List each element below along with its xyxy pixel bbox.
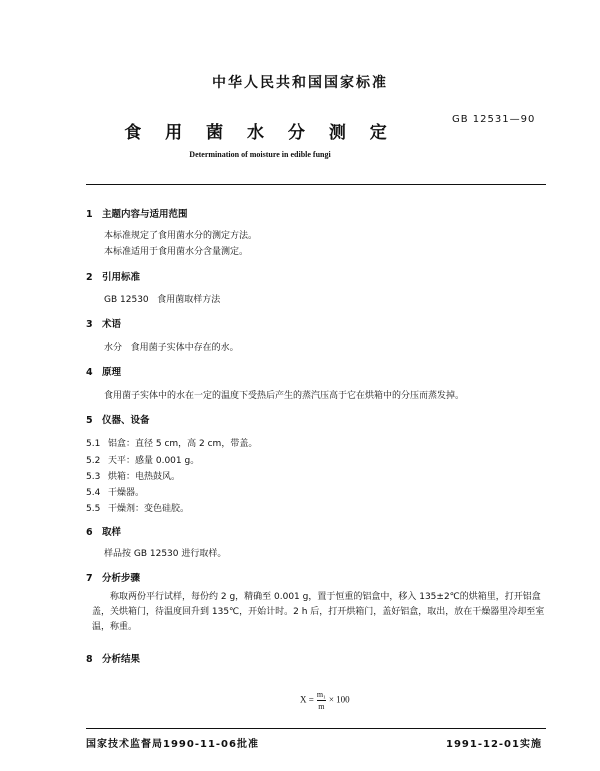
footer-rule [86, 728, 546, 729]
equipment-item-number: 5.1 [86, 439, 101, 449]
section-6-number: 6 [86, 527, 93, 538]
section-8-number: 8 [86, 654, 93, 665]
section-6-heading [86, 524, 121, 538]
document-title: 食 用 菌 水 分 测 定 [124, 123, 396, 143]
equipment-item [86, 469, 180, 482]
section-7-text: 称取两份平行试样，每份约 2 g，精确至 0.001 g，置于恒重的铝盒中，移入 135±2℃的烘箱里，打开铝盒盖，关烘箱门，待温度回升到 135℃，开始计时。2 h 后，打开烘箱门，盖好铝盒，取出，放在干燥器里冷却至室温，称重。 [92, 592, 545, 632]
equipment-item [86, 485, 144, 498]
section-6-text: 样品按 GB 12530 进行取样。 [104, 549, 227, 559]
standard-org-heading: 中华人民共和国国家标准 [212, 75, 388, 91]
section-5-title: 仪器、设备 [102, 415, 150, 426]
moisture-formula [300, 690, 350, 711]
section-1-number: 1 [86, 209, 93, 220]
formula-lhs: X = [300, 694, 314, 705]
section-4-number: 4 [86, 367, 93, 378]
equipment-item-number: 5.3 [86, 472, 101, 482]
section-4-heading [86, 364, 121, 378]
formula-fraction [317, 690, 326, 711]
section-8-title: 分析结果 [102, 654, 141, 665]
equipment-item [86, 501, 189, 514]
section-2-number: 2 [86, 272, 93, 283]
section-7-title: 分析步骤 [102, 573, 141, 584]
formula-numerator: m₁ [316, 690, 326, 699]
section-3-number: 3 [86, 319, 93, 330]
fraction-bar [317, 700, 326, 701]
section-2-title: 引用标准 [102, 272, 141, 283]
section-1-line-1: 本标准规定了食用菌水分的测定方法。 [104, 231, 258, 241]
equipment-item-text: 干燥剂：变色硅胶。 [108, 504, 190, 514]
term: 水分 [104, 343, 123, 353]
formula-denominator: m [318, 702, 325, 711]
section-2-reference [104, 292, 220, 305]
document-subtitle: Determination of moisture in edible fungi [189, 150, 331, 159]
equipment-item-number: 5.2 [86, 456, 101, 466]
section-7-number: 7 [86, 573, 93, 584]
term-definition: 食用菌子实体中存在的水。 [130, 343, 239, 353]
reference-title: 食用菌取样方法 [157, 295, 221, 305]
section-1-heading [86, 206, 188, 220]
standard-number: GB 12531—90 [452, 114, 536, 125]
approval-note: 国家技术监督局1990-11-06批准 [86, 739, 259, 750]
section-3-heading [86, 316, 121, 330]
equipment-item [86, 453, 199, 466]
section-1-line-2: 本标准适用于食用菌水分含量测定。 [104, 247, 249, 257]
equipment-item-number: 5.4 [86, 488, 101, 498]
section-7-heading [86, 570, 140, 584]
section-5-heading [86, 412, 150, 426]
equipment-item-text: 烘箱：电热鼓风。 [108, 472, 181, 482]
equipment-item-number: 5.5 [86, 504, 101, 514]
section-3-term-definition [104, 340, 239, 353]
equipment-item [86, 436, 257, 449]
header-rule [86, 184, 546, 185]
section-3-title: 术语 [102, 319, 122, 330]
equipment-item-text: 铝盒：直径 5 cm，高 2 cm，带盖。 [108, 439, 258, 449]
section-5-number: 5 [86, 415, 93, 426]
equipment-item-text: 干燥器。 [108, 488, 145, 498]
reference-code: GB 12530 [104, 295, 149, 305]
section-2-heading [86, 269, 140, 283]
section-6-title: 取样 [102, 527, 122, 538]
section-8-heading [86, 651, 140, 665]
section-1-title: 主题内容与适用范围 [102, 209, 188, 220]
equipment-item-text: 天平：感量 0.001 g。 [108, 456, 200, 466]
formula-tail: × 100 [328, 694, 350, 705]
section-4-text: 食用菌子实体中的水在一定的温度下受热后产生的蒸汽压高于它在烘箱中的分压而蒸发掉。 [104, 391, 465, 401]
section-4-title: 原理 [102, 367, 122, 378]
implementation-date: 1991-12-01实施 [446, 739, 542, 750]
